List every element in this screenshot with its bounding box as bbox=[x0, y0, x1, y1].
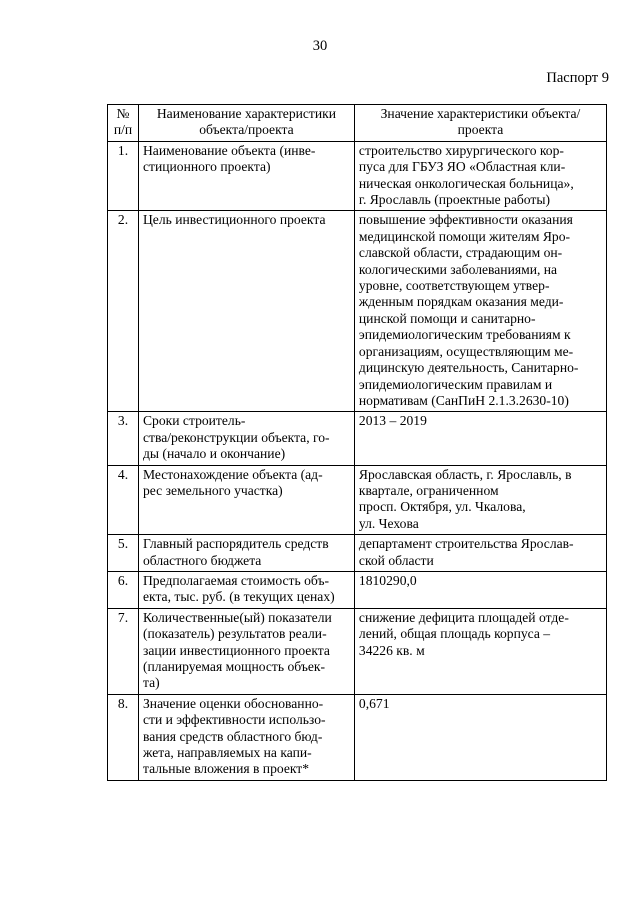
header-value: Значение характеристики объекта/проекта bbox=[354, 105, 606, 142]
row-characteristic-value: 0,671 bbox=[354, 694, 606, 780]
row-number: 3. bbox=[108, 412, 139, 465]
table-row bbox=[108, 412, 607, 465]
row-characteristic-name: Местонахождение объекта (ад- рес земельного участка) bbox=[138, 465, 354, 535]
table-row bbox=[108, 571, 607, 608]
table-row bbox=[108, 608, 607, 694]
row-number: 5. bbox=[108, 535, 139, 572]
row-number: 6. bbox=[108, 571, 139, 608]
table-row bbox=[108, 211, 607, 412]
table-row bbox=[108, 141, 607, 211]
passport-table bbox=[107, 104, 607, 781]
row-number: 7. bbox=[108, 608, 139, 694]
row-number: 4. bbox=[108, 465, 139, 535]
row-characteristic-name: Цель инвестиционного проекта bbox=[138, 211, 354, 412]
row-characteristic-value: 2013 – 2019 bbox=[354, 412, 606, 465]
row-characteristic-value: строительство хирургического кор- пуса для ГБУЗ ЯО «Областная кли- ническая онкологическая больница», г. Ярославль (проектные работы) bbox=[354, 141, 606, 211]
row-number: 1. bbox=[108, 141, 139, 211]
row-characteristic-value: повышение эффективности оказания медицинской помощи жителям Яро- славской области, страдающим он- кологическими заболеваниями, на уровне, соответствующем утвер- жденным порядкам оказания меди- цинской помощи и санитарно- эпидемиологическим требованиям к организациям, осуществляющим ме- дицинскую деятельность, Санитарно- эпидемиологическим правилам и нормативам (СанПиН 2.1.3.2630-10) bbox=[354, 211, 606, 412]
row-number: 8. bbox=[108, 694, 139, 780]
row-characteristic-name: Сроки строитель- ства/реконструкции объекта, го- ды (начало и окончание) bbox=[138, 412, 354, 465]
table-row bbox=[108, 535, 607, 572]
row-characteristic-value: департамент строительства Ярослав- ской области bbox=[354, 535, 606, 572]
table-row bbox=[108, 465, 607, 535]
row-characteristic-value: снижение дефицита площадей отде- лений, общая площадь корпуса – 34226 кв. м bbox=[354, 608, 606, 694]
row-characteristic-name: Количественные(ый) показатели (показатель) результатов реали- зации инвестиционного проекта (планируемая мощность объек- та) bbox=[138, 608, 354, 694]
header-name: Наименование характеристики объекта/проекта bbox=[138, 105, 354, 142]
header-num: № п/п bbox=[108, 105, 139, 142]
row-characteristic-name: Главный распорядитель средств областного бюджета bbox=[138, 535, 354, 572]
page-number: 30 bbox=[312, 38, 328, 54]
row-characteristic-value: Ярославская область, г. Ярославль, в квартале, ограниченном просп. Октября, ул. Чкалова, ул. Чехова bbox=[354, 465, 606, 535]
row-characteristic-name: Значение оценки обоснованно- сти и эффективности использо- вания средств областного бюд- жета, направляемых на капи- тальные вложения в проект* bbox=[138, 694, 354, 780]
row-number: 2. bbox=[108, 211, 139, 412]
table-header-row bbox=[108, 105, 607, 142]
row-characteristic-name: Наименование объекта (инве- стиционного проекта) bbox=[138, 141, 354, 211]
passport-label: Паспорт 9 bbox=[546, 70, 609, 86]
table-row bbox=[108, 694, 607, 780]
row-characteristic-name: Предполагаемая стоимость объ- екта, тыс. руб. (в текущих ценах) bbox=[138, 571, 354, 608]
row-characteristic-value: 1810290,0 bbox=[354, 571, 606, 608]
